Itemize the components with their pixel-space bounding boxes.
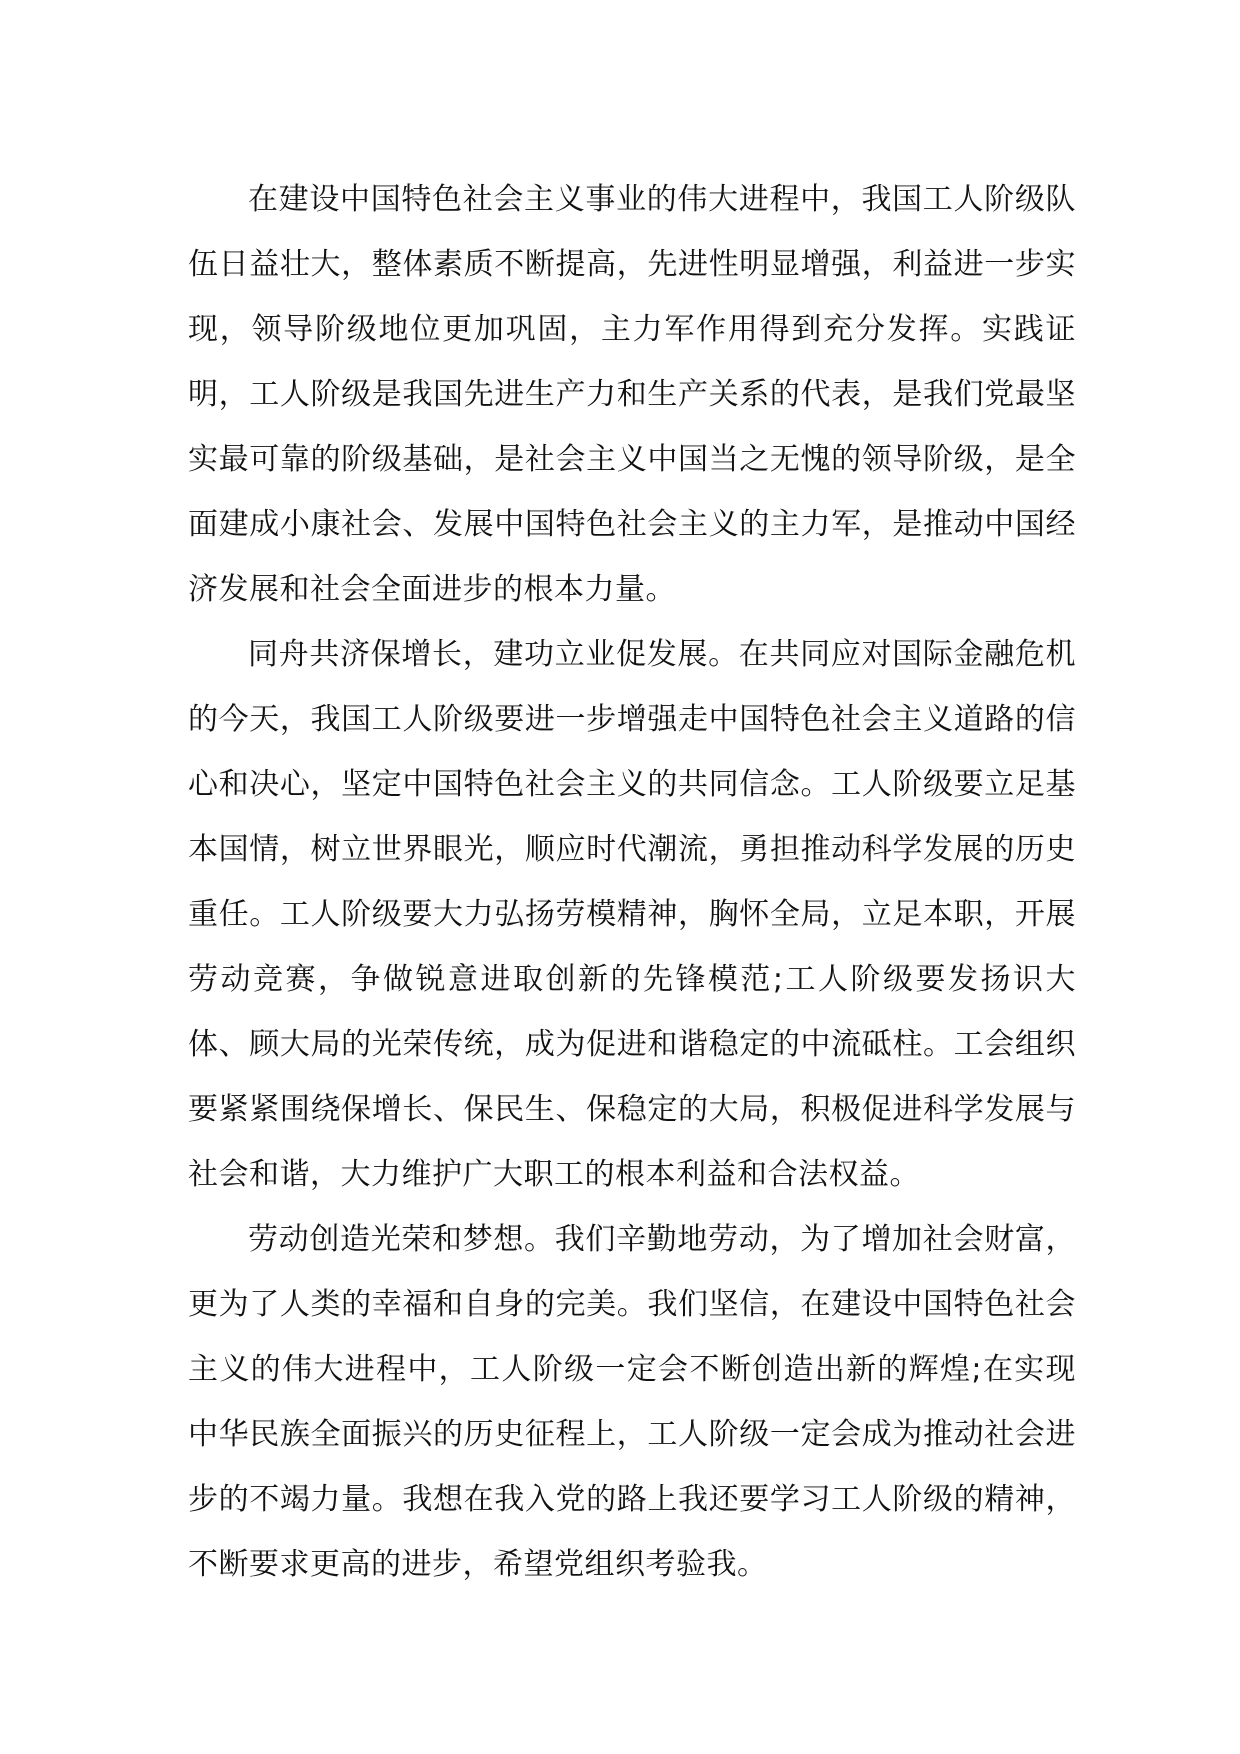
paragraph-3: 劳动创造光荣和梦想。我们辛勤地劳动，为了增加社会财富，更为了人类的幸福和自身的完美。我们坚信，在建设中国特色社会主义的伟大进程中，工人阶级一定会不断创造出新的辉煌;在实现中华民族全面振兴的历史征程上，工人阶级一定会成为推动社会进步的不竭力量。我想在我入党的路上我还要学习工人阶级的精神，不断要求更高的进步，希望党组织考验我。 [188,1222,1076,1582]
document-body [188,167,1076,1597]
paragraph-1: 在建设中国特色社会主义事业的伟大进程中，我国工人阶级队伍日益壮大，整体素质不断提高，先进性明显增强，利益进一步实现，领导阶级地位更加巩固，主力军作用得到充分发挥。实践证明，工人阶级是我国先进生产力和生产关系的代表，是我们党最坚实最可靠的阶级基础，是社会主义中国当之无愧的领导阶级，是全面建成小康社会、发展中国特色社会主义的主力军，是推动中国经济发展和社会全面进步的根本力量。 [188,182,1076,607]
paragraph-2: 同舟共济保增长，建功立业促发展。在共同应对国际金融危机的今天，我国工人阶级要进一步增强走中国特色社会主义道路的信心和决心，坚定中国特色社会主义的共同信念。工人阶级要立足基本国情，树立世界眼光，顺应时代潮流，勇担推动科学发展的历史重任。工人阶级要大力弘扬劳模精神，胸怀全局，立足本职，开展劳动竞赛，争做锐意进取创新的先锋模范;工人阶级要发扬识大体、顾大局的光荣传统，成为促进和谐稳定的中流砥柱。工会组织要紧紧围绕保增长、保民生、保稳定的大局，积极促进科学发展与社会和谐，大力维护广大职工的根本利益和合法权益。 [188,637,1076,1192]
